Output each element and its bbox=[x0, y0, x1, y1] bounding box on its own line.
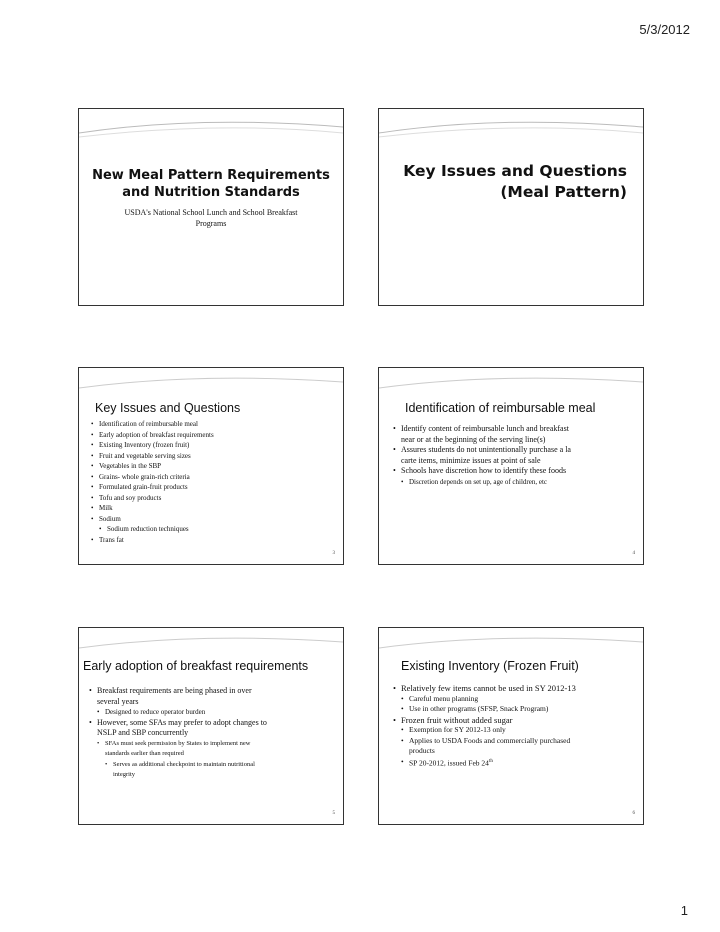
list-item bbox=[401, 736, 639, 757]
list-item-line: • SFAs must seek permission by States to implement new bbox=[105, 739, 251, 747]
list-item: • Milk bbox=[91, 503, 214, 514]
list-item: • Discretion depends on set up, age of children, etc bbox=[401, 477, 637, 488]
slide-1-title-line2: and Nutrition Standards bbox=[122, 185, 300, 200]
list-item: • Sodium reduction techniques bbox=[99, 524, 214, 535]
list-item: • Tofu and soy products bbox=[91, 493, 214, 504]
list-item-line: carte items, minimize issues at point of sale bbox=[401, 455, 541, 465]
list-item-line: • However, some SFAs may prefer to adopt changes to bbox=[97, 717, 267, 727]
list-item: • Careful menu planning bbox=[401, 694, 639, 705]
list-item: • Use in other programs (SFSP, Snack Program) bbox=[401, 704, 639, 715]
slide-6 bbox=[378, 627, 644, 825]
slide-number: 6 bbox=[632, 811, 635, 816]
slide-3-title: Key Issues and Questions bbox=[95, 401, 241, 415]
slide-6-title: Existing Inventory (Frozen Fruit) bbox=[401, 659, 579, 673]
list-item: • Frozen fruit without added sugar bbox=[393, 715, 639, 726]
slide-swoosh-decoration bbox=[79, 628, 343, 658]
slide-2-title-line2: (Meal Pattern) bbox=[500, 183, 627, 201]
list-item: • Fruit and vegetable serving sizes bbox=[91, 451, 214, 462]
slide-2-title bbox=[403, 161, 627, 203]
list-item: • Exemption for SY 2012-13 only bbox=[401, 725, 639, 736]
list-item-line: near or at the beginning of the serving line(s) bbox=[401, 434, 546, 444]
list-item-line: integrity bbox=[113, 771, 136, 778]
header-date: 5/3/2012 bbox=[639, 22, 690, 37]
slide-number: 5 bbox=[332, 811, 335, 816]
list-item: • Identification of reimbursable meal bbox=[91, 419, 214, 430]
slide-1-title-line1: New Meal Pattern Requirements bbox=[92, 168, 330, 183]
slide-swoosh-decoration bbox=[79, 109, 343, 149]
list-item: • Trans fat bbox=[91, 535, 214, 546]
list-item: • Schools have discretion how to identify these foods bbox=[393, 466, 637, 477]
list-item-line: • Breakfast requirements are being phased in over bbox=[97, 686, 252, 695]
list-item: • Vegetables in the SBP bbox=[91, 461, 214, 472]
slide-1-subtitle-line1: USDA's National School Lunch and School Breakfast bbox=[124, 208, 298, 217]
list-item-line: standards earlier than required bbox=[105, 750, 184, 757]
list-item: • Designed to reduce operator burden bbox=[97, 707, 339, 718]
list-item: • Sodium bbox=[91, 514, 214, 525]
list-item: • Formulated grain-fruit products bbox=[91, 482, 214, 493]
slide-3-list bbox=[91, 419, 214, 545]
list-item bbox=[89, 686, 339, 707]
slide-swoosh-decoration bbox=[379, 368, 643, 398]
list-item: • Grains- whole grain-rich criteria bbox=[91, 472, 214, 483]
slide-6-list bbox=[393, 683, 639, 769]
list-item bbox=[393, 424, 637, 445]
slide-4-list bbox=[393, 424, 637, 487]
slide-number: 4 bbox=[632, 551, 635, 556]
slide-2-title-line1: Key Issues and Questions bbox=[403, 162, 627, 180]
list-item-line: • Identify content of reimbursable lunch and breakfast bbox=[401, 424, 569, 433]
list-item bbox=[105, 760, 339, 781]
slide-5-list bbox=[89, 686, 339, 781]
slide-5 bbox=[78, 627, 344, 825]
slide-4 bbox=[378, 367, 644, 565]
slide-1 bbox=[78, 108, 344, 306]
slide-5-title: Early adoption of breakfast requirements bbox=[83, 659, 309, 673]
list-item-line: • Applies to USDA Foods and commercially purchased bbox=[409, 735, 571, 745]
list-item-text: SP 20-2012, issued Feb 24 bbox=[409, 758, 489, 767]
list-item bbox=[401, 757, 639, 769]
list-item: • Existing Inventory (frozen fruit) bbox=[91, 440, 214, 451]
slide-1-subtitle-line2: Programs bbox=[195, 219, 227, 228]
list-item-line: several years bbox=[97, 696, 139, 706]
slide-swoosh-decoration bbox=[379, 109, 643, 149]
list-item-line: NSLP and SBP concurrently bbox=[97, 728, 189, 737]
list-item bbox=[89, 718, 339, 739]
slide-2 bbox=[378, 108, 644, 306]
list-item: • Relatively few items cannot be used in SY 2012-13 bbox=[393, 683, 639, 694]
list-item bbox=[393, 445, 637, 466]
list-item-line: • Serves as additional checkpoint to maintain nutritional bbox=[113, 760, 255, 768]
slide-4-title: Identification of reimbursable meal bbox=[405, 401, 596, 415]
superscript: th bbox=[488, 758, 493, 764]
slide-swoosh-decoration bbox=[79, 368, 343, 398]
list-item-line: • Assures students do not unintentionally purchase a la bbox=[401, 445, 571, 454]
slide-swoosh-decoration bbox=[379, 628, 643, 658]
slide-1-title bbox=[79, 167, 343, 201]
list-item-line: products bbox=[409, 746, 435, 755]
slide-number: 3 bbox=[332, 551, 335, 556]
slide-3 bbox=[78, 367, 344, 565]
slide-1-subtitle bbox=[79, 207, 343, 229]
list-item: • Early adoption of breakfast requirements bbox=[91, 430, 214, 441]
page-number: 1 bbox=[680, 903, 688, 918]
list-item bbox=[97, 739, 339, 760]
